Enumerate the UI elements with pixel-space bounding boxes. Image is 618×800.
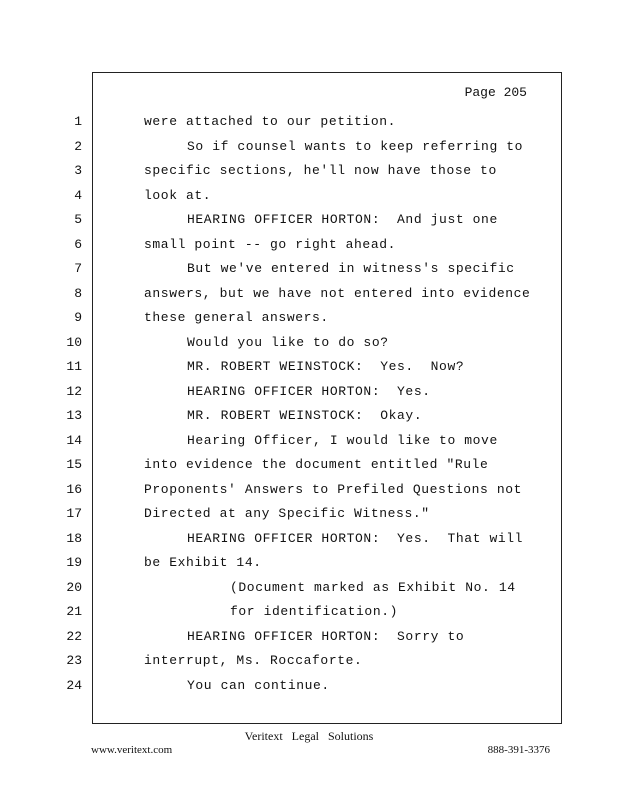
page-number: Page 205 <box>464 85 527 100</box>
line-number: 9 <box>74 310 82 325</box>
transcript-line: these general answers. <box>144 310 329 325</box>
line-number: 21 <box>66 604 82 619</box>
line-number: 8 <box>74 286 82 301</box>
line-number: 10 <box>66 335 82 350</box>
line-number: 1 <box>74 114 82 129</box>
transcript-line: Hearing Officer, I would like to move <box>187 433 498 448</box>
line-number: 2 <box>74 139 82 154</box>
transcript-line: MR. ROBERT WEINSTOCK: Yes. Now? <box>187 359 465 374</box>
transcript-line: look at. <box>144 188 212 203</box>
transcript-line: be Exhibit 14. <box>144 555 262 570</box>
line-number: 7 <box>74 261 82 276</box>
line-number: 14 <box>66 433 82 448</box>
transcript-line: HEARING OFFICER HORTON: Yes. That will <box>187 531 524 546</box>
transcript-line: were attached to our petition. <box>144 114 397 129</box>
line-number: 23 <box>66 653 82 668</box>
transcript-line: Would you like to do so? <box>187 335 389 350</box>
transcript-line: Directed at any Specific Witness." <box>144 506 430 521</box>
line-number: 17 <box>66 506 82 521</box>
transcript-line: answers, but we have not entered into evidence <box>144 286 531 301</box>
line-number: 4 <box>74 188 82 203</box>
transcript-line: Proponents' Answers to Prefiled Questions not <box>144 482 523 497</box>
line-number: 16 <box>66 482 82 497</box>
transcript-line: So if counsel wants to keep referring to <box>187 139 524 154</box>
footer-website: www.veritext.com <box>91 744 173 756</box>
line-number: 12 <box>66 384 82 399</box>
transcript-line: HEARING OFFICER HORTON: Sorry to <box>187 629 465 644</box>
footer-phone: 888-391-3376 <box>487 744 550 756</box>
transcript-line: HEARING OFFICER HORTON: And just one <box>187 212 498 227</box>
line-number: 20 <box>66 580 82 595</box>
line-number: 15 <box>66 457 82 472</box>
transcript-line: HEARING OFFICER HORTON: Yes. <box>187 384 431 399</box>
line-number: 13 <box>66 408 82 423</box>
footer-company: Veritext Legal Solutions <box>244 729 374 743</box>
line-number: 22 <box>66 629 82 644</box>
transcript-line: But we've entered in witness's specific <box>187 261 515 276</box>
line-number: 18 <box>66 531 82 546</box>
transcript-line: into evidence the document entitled "Rule <box>144 457 489 472</box>
transcript-line: small point -- go right ahead. <box>144 237 397 252</box>
transcript-line: You can continue. <box>187 678 330 693</box>
transcript-line: interrupt, Ms. Roccaforte. <box>144 653 363 668</box>
transcript-line: specific sections, he'll now have those to <box>144 163 497 178</box>
line-number: 11 <box>66 359 82 374</box>
transcript-line: for identification.) <box>230 604 399 619</box>
line-number: 24 <box>66 678 82 693</box>
transcript-line: (Document marked as Exhibit No. 14 <box>230 580 516 595</box>
transcript-line: MR. ROBERT WEINSTOCK: Okay. <box>187 408 423 423</box>
line-number: 3 <box>74 163 82 178</box>
line-number: 6 <box>74 237 82 252</box>
line-number: 5 <box>74 212 82 227</box>
line-number: 19 <box>66 555 82 570</box>
